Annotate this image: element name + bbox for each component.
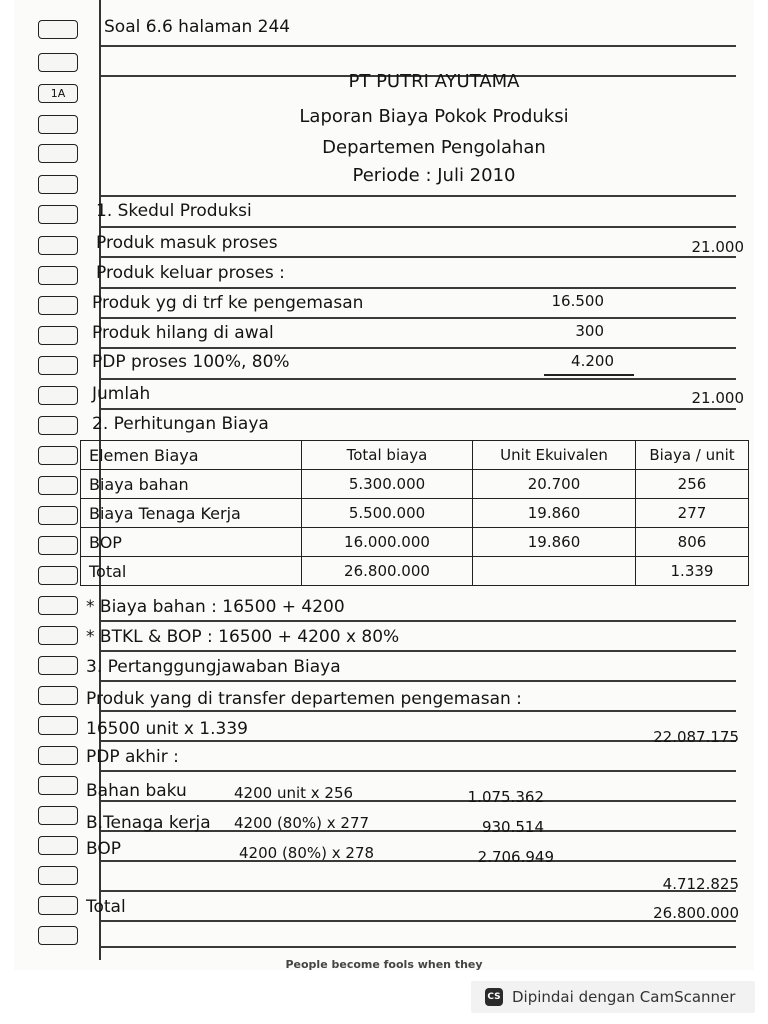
- binder-hole: [38, 806, 78, 825]
- transfer-calc: 16500 unit x 1.339: [86, 719, 248, 739]
- item-formula: 4200 unit x 256: [234, 784, 354, 802]
- section1-heading: 1. Skedul Produksi: [96, 201, 252, 221]
- ruled-line: [101, 347, 736, 349]
- column-header: Elemen Biaya: [81, 441, 302, 470]
- item-label: Bahan baku: [86, 781, 187, 801]
- cost-table: [80, 440, 749, 586]
- notebook-page: [14, 0, 754, 970]
- table-cell: 256: [636, 470, 749, 499]
- binder-holes: [32, 0, 82, 960]
- table-cell: 16.000.000: [302, 528, 473, 557]
- table-cell: 26.800.000: [302, 557, 473, 586]
- binder-hole: [38, 416, 78, 435]
- table-cell: 5.300.000: [302, 470, 473, 499]
- binder-hole: [38, 175, 78, 194]
- binder-hole: [38, 686, 78, 705]
- ruled-line: [101, 770, 736, 772]
- table-cell: 1.339: [636, 557, 749, 586]
- ruled-line: [101, 287, 736, 289]
- binder-hole: [38, 296, 78, 315]
- total-units-label: Jumlah: [92, 384, 151, 404]
- lost-value: 300: [575, 322, 604, 340]
- ruled-line: [101, 378, 736, 380]
- binder-hole: [38, 566, 78, 585]
- page-footer-text: People become fools when they: [285, 958, 483, 971]
- sum-underline: [544, 374, 634, 376]
- ruled-line: [101, 226, 736, 228]
- scanner-badge: [471, 981, 755, 1013]
- item-value: 1.075.362: [467, 788, 544, 806]
- table-cell: 20.700: [473, 470, 636, 499]
- binder-hole: [38, 776, 78, 795]
- company-name: PT PUTRI AYUTAMA: [348, 71, 520, 92]
- out-process-label: Produk keluar proses :: [96, 263, 285, 283]
- binder-hole: [38, 536, 78, 555]
- table-cell: BOP: [81, 528, 302, 557]
- item-value: 930.514: [481, 818, 544, 836]
- report-period: Periode : Juli 2010: [352, 165, 516, 186]
- binder-hole: [38, 386, 78, 405]
- binder-hole: [38, 205, 78, 224]
- binder-hole: [38, 20, 78, 39]
- transferred-label: Produk yg di trf ke pengemasan: [92, 293, 364, 313]
- binder-hole: [38, 236, 78, 255]
- column-header: Biaya / unit: [636, 441, 749, 470]
- pdp-subtotal: 4.712.825: [662, 875, 739, 893]
- column-header: Total biaya: [302, 441, 473, 470]
- binder-hole: [38, 866, 78, 885]
- ruled-line: [101, 317, 736, 319]
- table-row: [81, 528, 749, 557]
- table-row: [81, 557, 749, 586]
- binder-hole: [38, 596, 78, 615]
- table-cell: Biaya Tenaga Kerja: [81, 499, 302, 528]
- total-units-value: 21.000: [691, 389, 744, 407]
- in-process-value: 21.000: [691, 238, 744, 256]
- department-name: Departemen Pengolahan: [322, 137, 546, 158]
- binder-hole: [38, 446, 78, 465]
- binder-hole: [38, 266, 78, 285]
- binder-hole: [38, 356, 78, 375]
- ruled-line: [101, 650, 736, 652]
- table-cell: 806: [636, 528, 749, 557]
- ring-label: 1A: [38, 84, 78, 103]
- transferred-value: 16.500: [551, 292, 604, 310]
- binder-hole: [38, 896, 78, 915]
- binder-hole: [38, 716, 78, 735]
- ruled-line: [101, 195, 736, 197]
- table-cell: 277: [636, 499, 749, 528]
- column-header: Unit Ekuivalen: [473, 441, 636, 470]
- ruled-line: [101, 710, 736, 712]
- table-cell: 19.860: [473, 528, 636, 557]
- pdp-value: 4.200: [571, 352, 614, 370]
- section3-heading: 3. Pertanggungjawaban Biaya: [86, 657, 341, 677]
- scanner-label: Dipindai dengan CamScanner: [512, 988, 736, 1006]
- table-row: [81, 499, 749, 528]
- header-line: Soal 6.6 halaman 244: [104, 17, 291, 37]
- binder-hole: [38, 326, 78, 345]
- item-value: 2.706.949: [477, 848, 554, 866]
- table-cell: Total: [81, 557, 302, 586]
- item-formula: 4200 (80%) x 277: [234, 814, 370, 832]
- binder-hole: [38, 53, 78, 72]
- binder-hole: [38, 746, 78, 765]
- binder-hole: [38, 506, 78, 525]
- binder-hole: [38, 656, 78, 675]
- camscanner-icon: CS: [485, 988, 503, 1006]
- lost-label: Produk hilang di awal: [92, 323, 274, 343]
- grand-total-value: 26.800.000: [653, 904, 739, 922]
- table-header-row: [81, 441, 749, 470]
- table-cell: Biaya bahan: [81, 470, 302, 499]
- binder-hole: [38, 115, 78, 134]
- pdp-label: PDP proses 100%, 80%: [92, 352, 290, 372]
- section2-heading: 2. Perhitungan Biaya: [92, 414, 269, 434]
- binder-hole: [38, 626, 78, 645]
- ruled-line: [101, 800, 736, 802]
- table-row: [81, 470, 749, 499]
- ruled-line: [101, 860, 736, 862]
- table-cell: 5.500.000: [302, 499, 473, 528]
- report-title: Laporan Biaya Pokok Produksi: [299, 106, 569, 127]
- ruled-line: [101, 680, 736, 682]
- in-process-label: Produk masuk proses: [96, 233, 278, 253]
- transfer-value: 22.087.175: [653, 728, 739, 746]
- table-cell: [473, 557, 636, 586]
- binder-hole: [38, 144, 78, 163]
- item-formula: 4200 (80%) x 278: [239, 844, 375, 862]
- binder-hole: [38, 476, 78, 495]
- note-labor-overhead: * BTKL & BOP : 16500 + 4200 x 80%: [86, 627, 400, 647]
- item-label: BOP: [86, 839, 121, 859]
- ruled-line: [101, 946, 736, 948]
- item-label: B.Tenaga kerja: [86, 813, 211, 833]
- transfer-label: Produk yang di transfer departemen pengemasan :: [86, 689, 522, 709]
- grand-total-label: Total: [86, 897, 126, 917]
- note-material: * Biaya bahan : 16500 + 4200: [86, 597, 345, 617]
- ruled-line: [101, 45, 736, 47]
- binder-hole: [38, 836, 78, 855]
- pdp-akhir-heading: PDP akhir :: [86, 747, 179, 767]
- table-cell: 19.860: [473, 499, 636, 528]
- binder-hole: [38, 926, 78, 945]
- ruled-line: [101, 620, 736, 622]
